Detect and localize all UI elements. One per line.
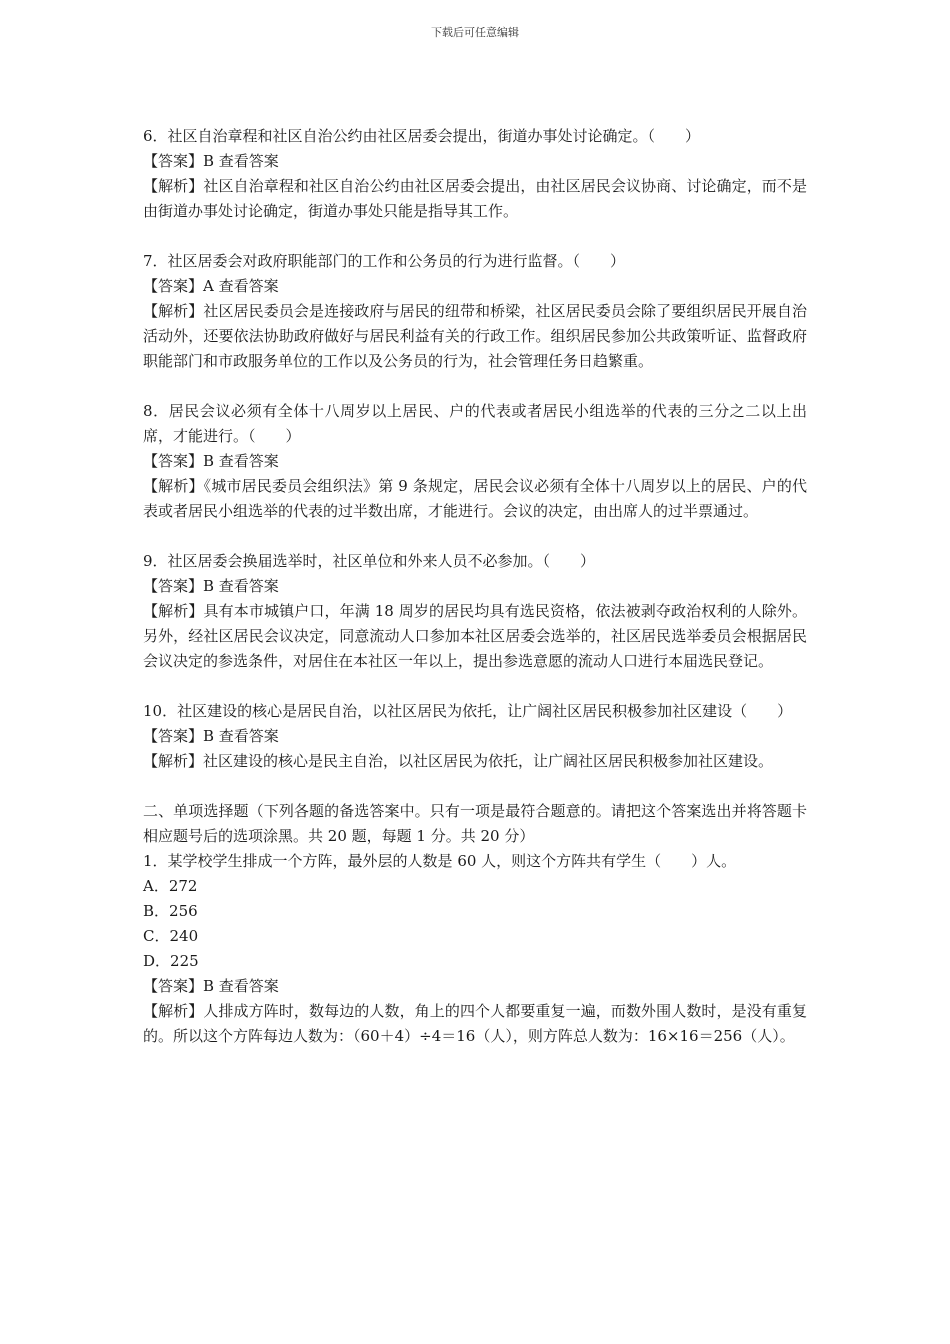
paragraph-gap: [143, 224, 807, 249]
paragraph: 【解析】社区居民委员会是连接政府与居民的纽带和桥梁，社区居民委员会除了要组织居民开展自治活动外，还要依法协助政府做好与居民利益有关的行政工作。组织居民参加公共政策听证、监督政府职能部门和市政服务单位的工作以及公务员的行为，社会管理任务日趋繁重。: [143, 302, 807, 370]
paragraph: A．272: [143, 877, 198, 895]
paragraph: D．225: [143, 952, 199, 970]
page-header: 下载后可任意编辑: [431, 26, 519, 39]
document-body: [143, 124, 807, 1049]
paragraph: 【答案】B 查看答案: [143, 577, 279, 595]
paragraph: 【答案】B 查看答案: [143, 977, 279, 995]
paragraph: C．240: [143, 927, 199, 945]
paragraph: 【解析】《城市居民委员会组织法》第 9 条规定，居民会议必须有全体十八周岁以上的居民、户的代表或者居民小组选举的代表的过半数出席，才能进行。会议的决定，由出席人的过半票通过。: [143, 477, 807, 520]
paragraph: 10．社区建设的核心是居民自治，以社区居民为依托，让广阔社区居民积极参加社区建设（ ）: [143, 702, 793, 720]
paragraph: 【答案】A 查看答案: [143, 277, 279, 295]
paragraph: 【解析】社区自治章程和社区自治公约由社区居委会提出，由社区居民会议协商、讨论确定，而不是由街道办事处讨论确定，街道办事处只能是指导其工作。: [143, 177, 807, 220]
paragraph-gap: [143, 374, 807, 399]
paragraph: 7．社区居委会对政府职能部门的工作和公务员的行为进行监督。（ ）: [143, 252, 626, 270]
paragraph: 二、单项选择题（下列各题的备选答案中。只有一项是最符合题意的。请把这个答案选出并将答题卡相应题号后的选项涂黑。共 20 题，每题 1 分。共 20 分）: [143, 802, 807, 845]
paragraph-gap: [143, 774, 807, 799]
paragraph: 【解析】社区建设的核心是民主自治，以社区居民为依托，让广阔社区居民积极参加社区建设。: [143, 752, 774, 770]
paragraph: 【答案】B 查看答案: [143, 452, 279, 470]
paragraph-gap: [143, 674, 807, 699]
paragraph: B．256: [143, 902, 198, 920]
paragraph-gap: [143, 524, 807, 549]
paragraph: 8．居民会议必须有全体十八周岁以上居民、户的代表或者居民小组选举的代表的三分之二以上出席，才能进行。（ ）: [143, 402, 807, 445]
paragraph: 【解析】人排成方阵时，数每边的人数，角上的四个人都要重复一遍，而数外围人数时，是没有重复的。所以这个方阵每边人数为：（60＋4）÷4＝16（人），则方阵总人数为：16×16＝256（人）。: [143, 1002, 807, 1045]
paragraph: 【解析】具有本市城镇户口，年满 18 周岁的居民均具有选民资格，依法被剥夺政治权利的人除外。另外，经社区居民会议决定，同意流动人口参加本社区居委会选举的，社区居民选举委员会根据居民会议决定的参选条件，对居住在本社区一年以上，提出参选意愿的流动人口进行本届选民登记。: [143, 602, 807, 670]
paragraph: 1．某学校学生排成一个方阵，最外层的人数是 60 人，则这个方阵共有学生（ ）人。: [143, 852, 737, 870]
paragraph: 【答案】B 查看答案: [143, 727, 279, 745]
paragraph: 【答案】B 查看答案: [143, 152, 279, 170]
paragraph: 9．社区居委会换届选举时，社区单位和外来人员不必参加。（ ）: [143, 552, 596, 570]
paragraph: 6．社区自治章程和社区自治公约由社区居委会提出，街道办事处讨论确定。（ ）: [143, 127, 701, 145]
